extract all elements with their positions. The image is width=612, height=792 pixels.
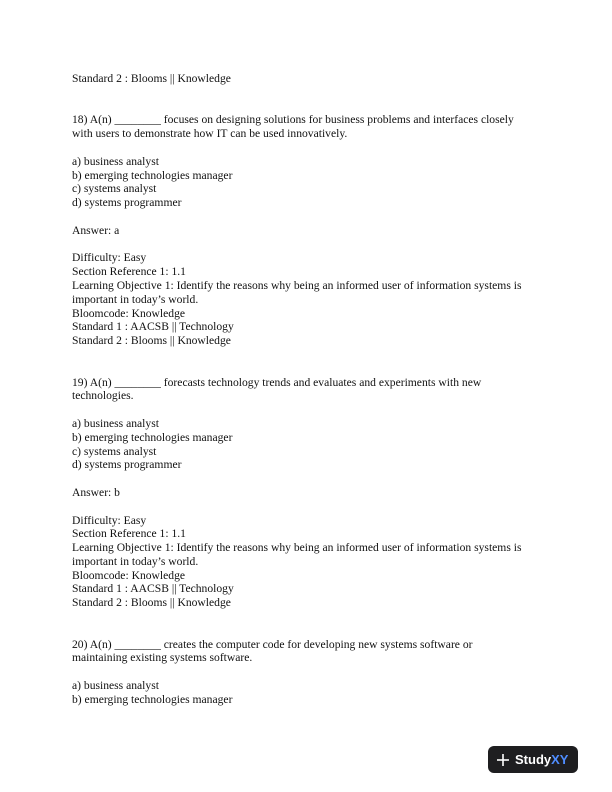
section-reference: Section Reference 1: 1.1 (72, 265, 186, 279)
option-a: a) business analyst (72, 679, 159, 693)
answer: Answer: b (72, 485, 120, 499)
learning-objective-cont: important in today’s world. (72, 554, 199, 568)
section-reference: Section Reference 1: 1.1 (72, 527, 186, 541)
learning-objective: Learning Objective 1: Identify the reasons why being an informed user of information systems is (72, 541, 522, 555)
option-d: d) systems programmer (72, 196, 182, 210)
question-18 (72, 113, 542, 348)
question-text: 18) A(n) ________ focuses on designing solutions for business problems and interfaces closely (72, 113, 514, 127)
option-b: b) emerging technologies manager (72, 692, 233, 706)
option-a: a) business analyst (72, 154, 159, 168)
question-20 (72, 638, 542, 707)
document-page (72, 72, 542, 707)
logo-word-study: Study (515, 752, 552, 767)
plus-icon (496, 753, 510, 767)
learning-objective: Learning Objective 1: Identify the reasons why being an informed user of information systems is (72, 278, 522, 292)
difficulty: Difficulty: Easy (72, 513, 147, 527)
option-d: d) systems programmer (72, 458, 182, 472)
standard-1: Standard 1 : AACSB || Technology (72, 320, 234, 334)
standard-2: Standard 2 : Blooms || Knowledge (72, 334, 231, 348)
question-text: technologies. (72, 389, 134, 403)
option-a: a) business analyst (72, 416, 159, 430)
learning-objective-cont: important in today’s world. (72, 292, 199, 306)
option-c: c) systems analyst (72, 182, 157, 196)
studyxy-logo[interactable] (488, 746, 578, 773)
question-19 (72, 376, 542, 611)
logo-word-xy: XY (551, 752, 569, 767)
standard-2-line: Standard 2 : Blooms || Knowledge (72, 72, 231, 85)
option-b: b) emerging technologies manager (72, 430, 233, 444)
question-text: 19) A(n) ________ forecasts technology trends and evaluates and experiments with new (72, 375, 482, 389)
bloomcode: Bloomcode: Knowledge (72, 568, 186, 582)
question-text: maintaining existing systems software. (72, 651, 253, 665)
answer: Answer: a (72, 223, 120, 237)
bloomcode: Bloomcode: Knowledge (72, 306, 186, 320)
difficulty: Difficulty: Easy (72, 251, 147, 265)
standard-1: Standard 1 : AACSB || Technology (72, 582, 234, 596)
question-text: with users to demonstrate how IT can be used innovatively. (72, 127, 348, 141)
question-text: 20) A(n) ________ creates the computer code for developing new systems software or (72, 637, 473, 651)
option-c: c) systems analyst (72, 444, 157, 458)
standard-2: Standard 2 : Blooms || Knowledge (72, 596, 231, 610)
option-b: b) emerging technologies manager (72, 168, 233, 182)
